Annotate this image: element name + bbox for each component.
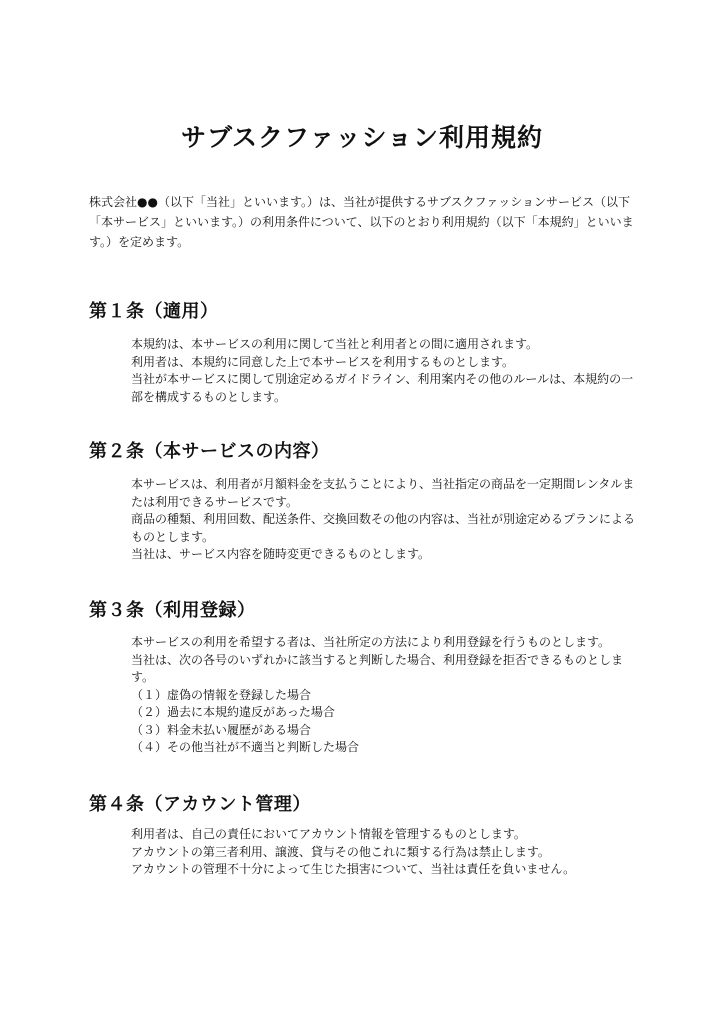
article-2-paragraph: 当社は、サービス内容を随時変更できるものとします。 xyxy=(131,547,431,561)
article-3-list-item: （３）料金未払い履歴がある場合 xyxy=(131,722,312,737)
article-3-heading: 第３条（利用登録） xyxy=(89,600,256,621)
article-1-heading: 第１条（適用） xyxy=(89,301,219,322)
article-1-paragraph: 当社が本サービスに関して別途定めるガイドライン、利用案内その他のルールは、本規約の一部を構成するものとします。 xyxy=(131,372,634,404)
article-1-paragraph: 利用者は、本規約に同意した上で本サービスを利用するものとします。 xyxy=(131,354,515,369)
article-3-list-item: （４）その他当社が不適当と判断した場合 xyxy=(131,740,360,754)
article-3-list-item: （１）虚偽の情報を登録した場合 xyxy=(131,687,312,702)
article-1-body xyxy=(131,336,643,406)
article-4-paragraph: アカウントの管理不十分によって生じた損害について、当社は責任を負いません。 xyxy=(131,862,576,876)
intro-paragraph: 株式会社●●（以下「当社」といいます。）は、当社が提供するサブスクファッションサービス（以下「本サービス」といいます。）の利用条件について、以下のとおり利用規約（以下「本規約」といいます。）を定めます。 xyxy=(89,195,634,249)
article-3-paragraph: 本サービスの利用を希望する者は、当社所定の方法により利用登録を行うものとします。 xyxy=(131,635,611,649)
article-3-paragraph: 当社は、次の各号のいずれかに該当すると判断した場合、利用登録を拒否できるものとします。 xyxy=(131,652,624,684)
article-2-paragraph: 本サービスは、利用者が月額料金を支払うことにより、当社指定の商品を一定期間レンタルまたは利用できるサービスです。 xyxy=(131,477,635,509)
article-2-heading: 第２条（本サービスの内容） xyxy=(89,441,330,462)
article-1-paragraph: 本規約は、本サービスの利用に関して当社と利用者との間に適用されます。 xyxy=(131,337,539,351)
article-3-list-item: （２）過去に本規約違反があった場合 xyxy=(131,705,335,719)
article-4-paragraph: アカウントの第三者利用、譲渡、貸与その他これに類する行為は禁止します。 xyxy=(131,844,550,859)
article-2-body xyxy=(131,476,643,564)
article-3-body xyxy=(131,634,643,757)
article-4-paragraph: 利用者は、自己の責任においてアカウント情報を管理するものとします。 xyxy=(131,827,526,841)
article-2-paragraph: 商品の種類、利用回数、配送条件、交換回数その他の内容は、当社が別途定めるプランによるものとします。 xyxy=(131,512,636,544)
document-title: サブスクファッション利用規約 xyxy=(180,123,543,152)
article-4-heading: 第４条（アカウント管理） xyxy=(89,794,311,815)
article-4-body xyxy=(131,826,643,879)
